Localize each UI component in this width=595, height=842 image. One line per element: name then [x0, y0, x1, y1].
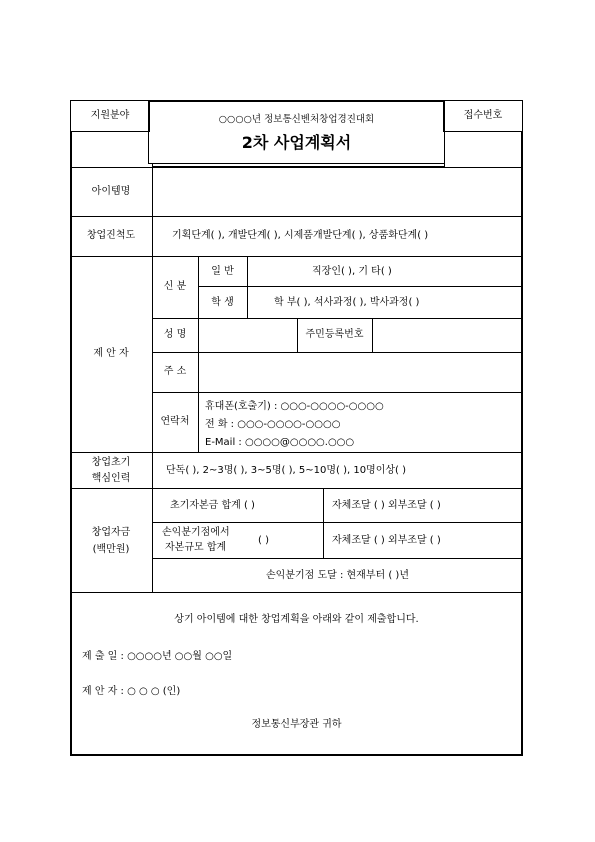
fund-label-2: (백만원)	[92, 544, 130, 555]
contest-name: ○○○○년 정보통신벤처창업경진대회	[218, 114, 375, 125]
general-label: 일 반	[211, 266, 234, 277]
core-staff-label-1: 창업초기	[91, 457, 131, 468]
email-address: E-Mail : ○○○○@○○○○.○○○	[205, 437, 355, 448]
resident-no-label: 주민등록번호	[305, 329, 364, 340]
title-box	[148, 100, 445, 164]
col-divider	[372, 318, 373, 352]
self-fund-1: 자체조달 ( ) 외부조달 ( )	[332, 500, 441, 511]
core-staff-value: 단독( ), 2~3명( ), 3~5명( ), 5~10명( ), 10명이상( )	[166, 465, 407, 476]
initial-capital: 초기자본금 합계 ( )	[170, 500, 255, 511]
fund-label-1: 창업자금	[91, 527, 131, 538]
row-divider	[70, 256, 523, 257]
col-divider	[323, 488, 324, 558]
addressee: 정보통신부장관 귀하	[251, 719, 342, 730]
document-title: 2차 사업계획서	[241, 133, 352, 152]
col-divider	[198, 318, 199, 452]
row-divider	[70, 216, 523, 217]
progress-label: 창업진척도	[86, 230, 136, 241]
row-divider	[70, 167, 523, 168]
row-divider	[152, 318, 523, 319]
progress-value: 기획단계( ), 개발단계( ), 시제품개발단계( ), 상품화단계( )	[172, 230, 429, 241]
receipt-no-label: 접수번호	[463, 110, 503, 121]
student-value: 학 부( ), 석사과정( ), 박사과정( )	[274, 297, 420, 308]
student-label: 학 생	[211, 297, 234, 308]
col-divider	[152, 167, 153, 592]
proposer-label: 제 안 자	[93, 348, 129, 359]
breakeven-paren: ( )	[258, 535, 269, 546]
row-divider	[152, 558, 523, 559]
row-divider	[70, 592, 523, 593]
breakeven-label-1: 손익분기점에서	[162, 527, 230, 538]
col-divider	[247, 256, 248, 318]
row-divider	[152, 522, 523, 523]
breakeven-label-2: 자본규모 합계	[165, 542, 227, 553]
support-field-label: 지원분야	[90, 110, 130, 121]
contact-label: 연락처	[160, 416, 190, 427]
general-value: 직장인( ), 기 타( )	[312, 266, 392, 277]
row-divider	[152, 392, 523, 393]
statement: 상기 아이템에 대한 창업계획을 아래와 같이 제출합니다.	[174, 614, 419, 625]
name-label: 성 명	[163, 329, 187, 340]
row-divider	[152, 352, 523, 353]
phone-number: 전 화 : ○○○-○○○○-○○○○	[205, 419, 341, 430]
row-divider	[70, 488, 523, 489]
mobile-number: 휴대폰(호출기) : ○○○-○○○○-○○○○	[205, 401, 384, 412]
row-divider	[70, 452, 523, 453]
breakeven-reach: 손익분기점 도달 : 현재부터 ( )년	[266, 570, 409, 581]
core-staff-label-2: 핵심인력	[91, 473, 131, 484]
status-label: 신 분	[163, 281, 187, 292]
submit-date: 제 출 일 : ○○○○년 ○○월 ○○일	[82, 651, 233, 662]
item-name-label: 아이템명	[91, 186, 131, 197]
self-fund-2: 자체조달 ( ) 외부조달 ( )	[332, 535, 441, 546]
address-label: 주 소	[163, 366, 187, 377]
proposer-sign: 제 안 자 : ○ ○ ○ (인)	[82, 686, 181, 697]
